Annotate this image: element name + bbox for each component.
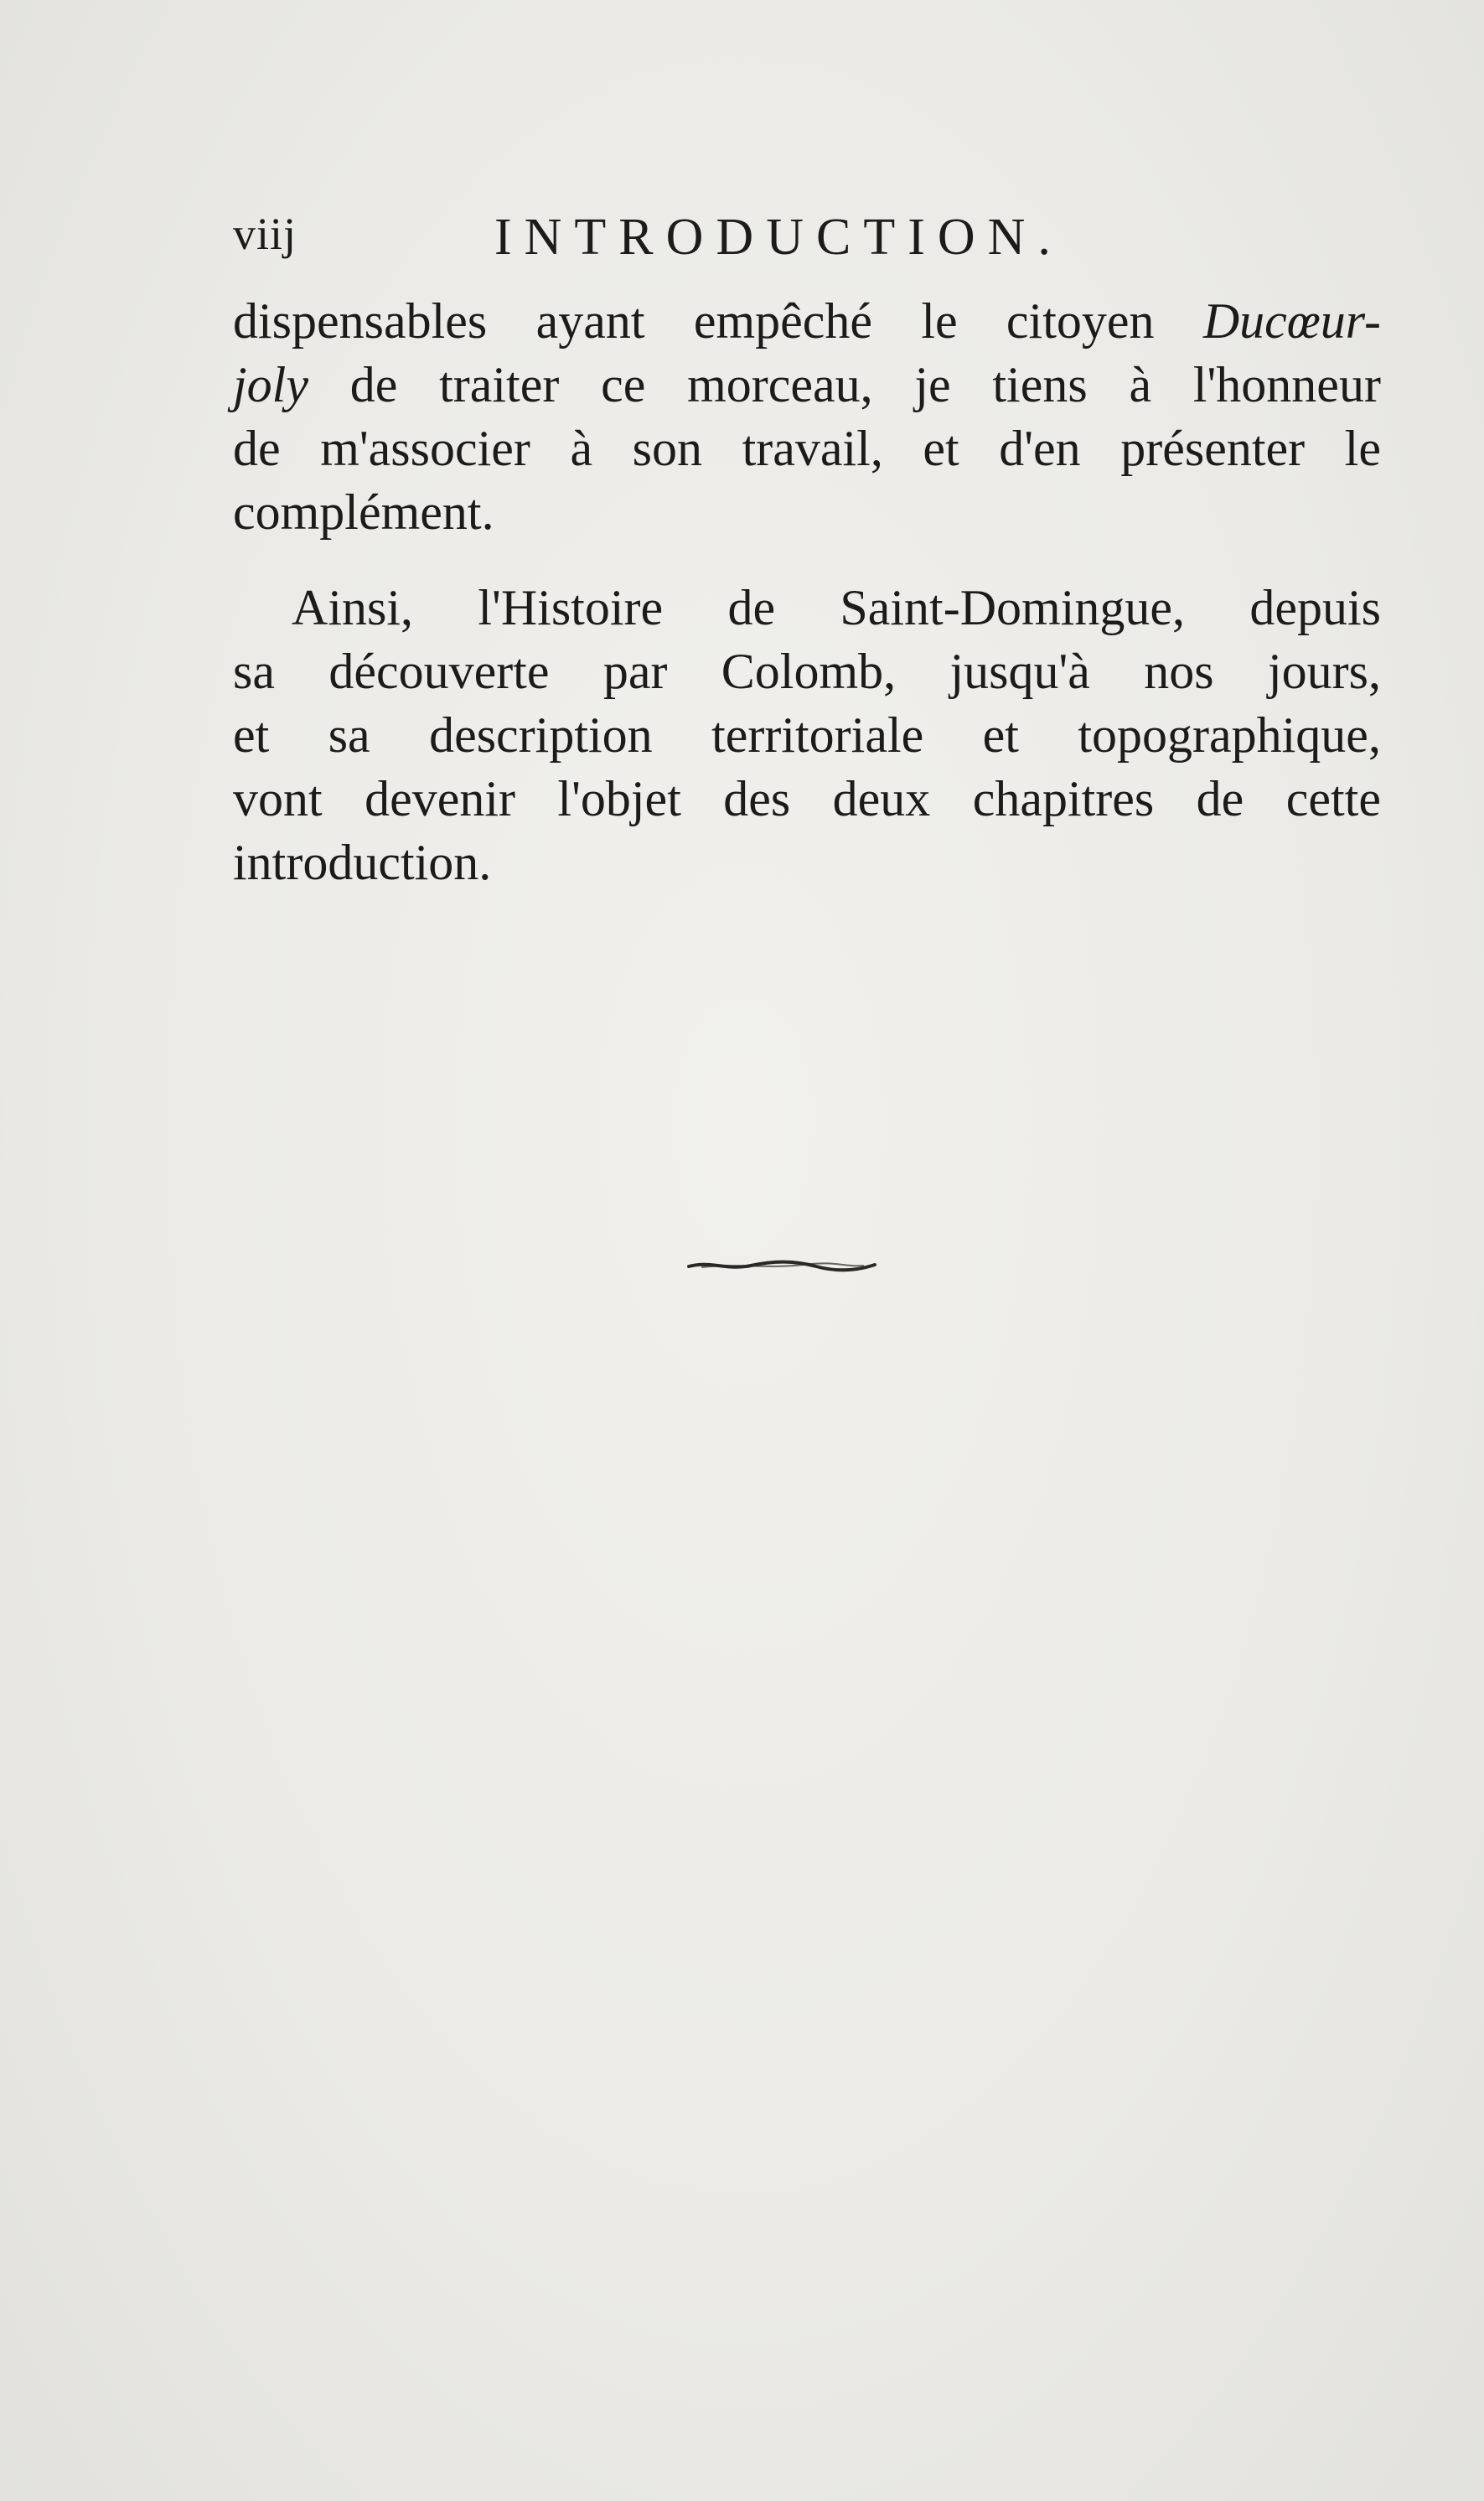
text-line: joly de traiter ce morceau, je tiens à l'honneur: [233, 353, 1381, 417]
paragraph-gap: [233, 544, 1381, 576]
running-head: [233, 193, 1389, 268]
text-line: Ainsi, l'Histoire de Saint-Domingue, depuis: [292, 580, 1381, 635]
text-line: introduction.: [233, 835, 492, 890]
author-name: Ducœur-: [1202, 293, 1381, 349]
text-line: sa découverte par Colomb, jusqu'à nos jours,: [233, 644, 1381, 699]
text-line: dispensables ayant empêché le citoyen Ducœur-: [233, 289, 1381, 353]
page-number: viij: [233, 209, 297, 259]
text-line: complément.: [233, 484, 494, 540]
running-title: INTRODUCTION.: [494, 209, 1063, 266]
author-name-continued: joly: [233, 357, 308, 412]
rule-ornament-icon: [685, 1257, 878, 1274]
text-line: vont devenir l'objet des deux chapitres de cette: [233, 771, 1381, 826]
text-line: et sa description territoriale et topographique,: [233, 707, 1381, 763]
text-line: de m'associer à son travail, et d'en présenter le: [233, 421, 1381, 476]
body-text: [233, 289, 1381, 894]
